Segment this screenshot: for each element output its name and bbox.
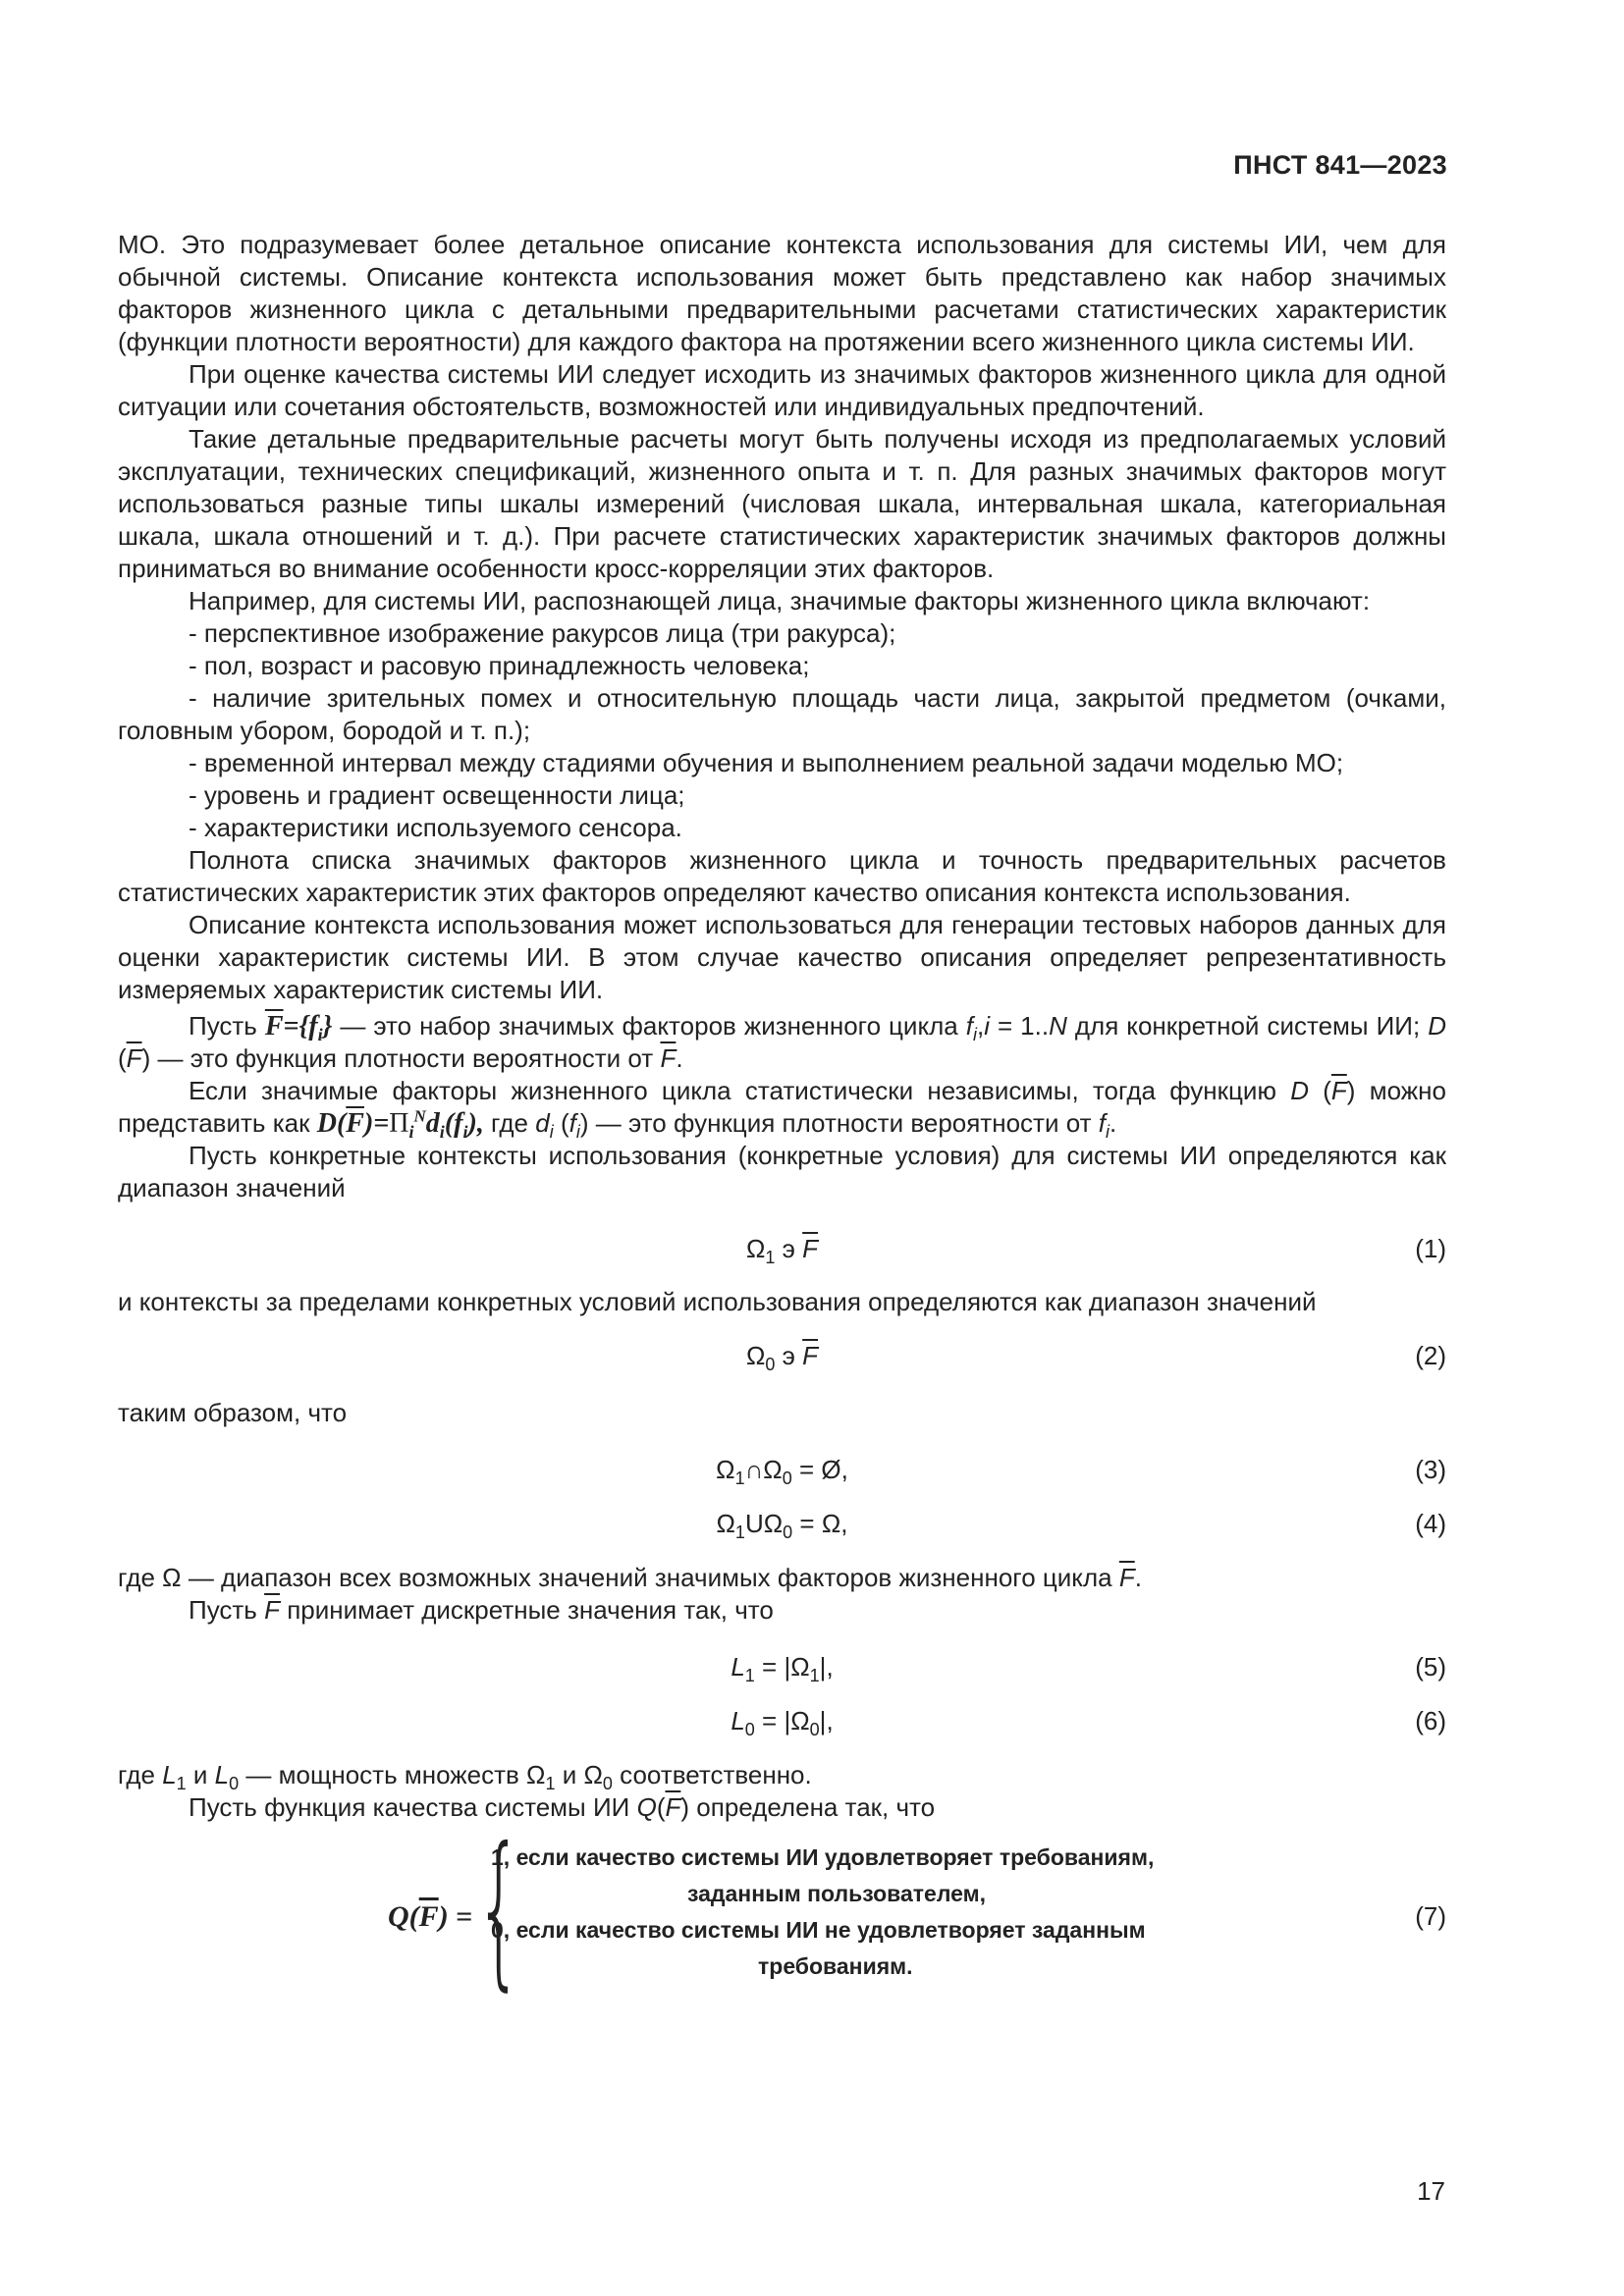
equation-4: $\Omega_1U\Omega_0 = \Omega$, (4) <box>716 1509 1446 1542</box>
paragraph-4: Например, для системы ИИ, распознающей лица, значимые факторы жизненного цикла включают: <box>189 586 1371 615</box>
paragraph-9: Пусть конкретные контексты использования (конкретные условия) для системы ИИ определяются как диапазон значений <box>118 1141 1446 1202</box>
equation-3: $\Omega_1\cap\Omega_0$ = Ø, (3) <box>716 1455 1446 1488</box>
page-number: 17 <box>1417 2176 1445 2206</box>
list-item: - уровень и градиент освещенности лица; <box>189 780 685 810</box>
document-id-header: ПНСТ 841—2023 <box>1233 150 1447 180</box>
case-row: заданным пользователем, <box>687 1881 987 1906</box>
equation-number: (4) <box>1415 1509 1446 1538</box>
equation-number: (2) <box>1415 1341 1446 1370</box>
list-item: - характеристики используемого сенсора. <box>189 813 682 842</box>
paragraph-7: Пусть $\overline{F}=\{f_i\}$ — это набор значимых факторов жизненного цикла $f_i,i = 1..N$ для конкретной системы ИИ; D $(\overline{F})$ — это функция плотности вероятности от $\overline{F}$. <box>118 1011 1446 1073</box>
paragraph-10: и контексты за пределами конкретных условий использования определяются как диапазон значений <box>118 1287 1317 1316</box>
paragraph-8: Если значимые факторы жизненного цикла статистически независимы, тогда функцию D $(\overline{F})$ можно представить как $D(\overline{F})=\Pi_i^Nd_i(f_i)$, где $d_i$ $(f_i)$ — это функция плотности вероятности от $f_i$. <box>118 1076 1446 1142</box>
equation-1: $\Omega_1$ э $\overline{F}$ (1) <box>745 1234 1446 1267</box>
paragraph-15: Пусть функция качества системы ИИ $Q(\overline{F})$ определена так, что <box>189 1792 936 1822</box>
main-text <box>118 229 1446 2006</box>
paragraph-6: Описание контекста использования может использоваться для генерации тестовых наборов данных для оценки характеристик системы ИИ. В этом случае качество описания определяет репрезентативность измеряемых характеристик системы ИИ. <box>118 910 1446 1004</box>
list-item: - наличие зрительных помех и относительную площадь части лица, закрытой предметом (очками, головным убором, бородой и т. п.); <box>118 683 1446 745</box>
paragraph-12: где Ω — диапазон всех возможных значений значимых факторов жизненного цикла $\overline{F}$. <box>118 1563 1142 1592</box>
equation-number: (6) <box>1415 1706 1446 1735</box>
paragraph-1: МО. Это подразумевает более детальное описание контекста использования для системы ИИ, чем для обычной системы. Описание контекста использования может быть представлено как набор значимых факторов жизненного цикла с детальными предварительными расчетами статистических характеристик (функции плотности вероятности) для каждого фактора на протяжении всего жизненного цикла системы ИИ. <box>118 230 1446 356</box>
paragraph-14: где $L_1$ и $L_0$ — мощность множеств $\Omega_1$ и $\Omega_0$ соответственно. <box>118 1760 812 1793</box>
case-brace-icon: { <box>475 1812 523 2006</box>
list-item: - перспективное изображение ракурсов лица (три ракурса); <box>189 618 896 648</box>
factor-set-formula: $\overline{F}=\{f_i\}$ <box>264 1011 333 1044</box>
case-row: 0, если качество системы ИИ не удовлетворяет заданным <box>491 1917 1146 1943</box>
paragraph-5: Полнота списка значимых факторов жизненного цикла и точность предварительных расчетов статистических характеристик этих факторов определяют качество описания контекста использования. <box>118 845 1446 907</box>
equation-number: (7) <box>1415 1901 1446 1931</box>
equation-6: $L_0 = |\Omega_0|$, (6) <box>731 1706 1446 1739</box>
paragraph-11: таким образом, что <box>118 1398 348 1427</box>
equation-5: $L_1 = |\Omega_1|$, (5) <box>731 1652 1446 1685</box>
equation-number: (3) <box>1415 1455 1446 1484</box>
equation-number: (5) <box>1415 1652 1446 1682</box>
quality-function-lhs: $Q(\overline{F})$ = <box>388 1900 473 1933</box>
paragraph-13: Пусть $\overline{F}$ принимает дискретные значения так, что <box>189 1595 774 1625</box>
equation-7 <box>118 1812 1446 2006</box>
case-row: требованиям. <box>758 1953 913 1979</box>
paragraph-3: Такие детальные предварительные расчеты могут быть получены исходя из предполагаемых условий эксплуатации, технических спецификаций, жизненного опыта и т. п. Для разных значимых факторов могут использоваться разные типы шкалы измерений (числовая шкала, интервальная шкала, категориальная шкала, шкала отношений и т. д.). При расчете статистических характеристик значимых факторов должны приниматься во внимание особенности кросс-корреляции этих факторов. <box>118 424 1446 583</box>
case-rows <box>491 1840 1198 1985</box>
case-row: 1, если качество системы ИИ удовлетворяет требованиям, <box>491 1844 1155 1870</box>
list-item: - пол, возраст и расовую принадлежность человека; <box>189 651 810 680</box>
equation-number: (1) <box>1415 1234 1446 1263</box>
paragraph-2: При оценке качества системы ИИ следует исходить из значимых факторов жизненного цикла для одной ситуации или сочетания обстоятельств, возможностей или индивидуальных предпочтений. <box>118 359 1446 421</box>
equation-2: $\Omega_0$ э $\overline{F}$ (2) <box>745 1341 1446 1374</box>
density-product-formula: $D(\overline{F})=\Pi_i^Nd_i(f_i)$, <box>316 1106 484 1142</box>
list-item: - временной интервал между стадиями обучения и выполнением реальной задачи моделью МО; <box>189 748 1344 777</box>
